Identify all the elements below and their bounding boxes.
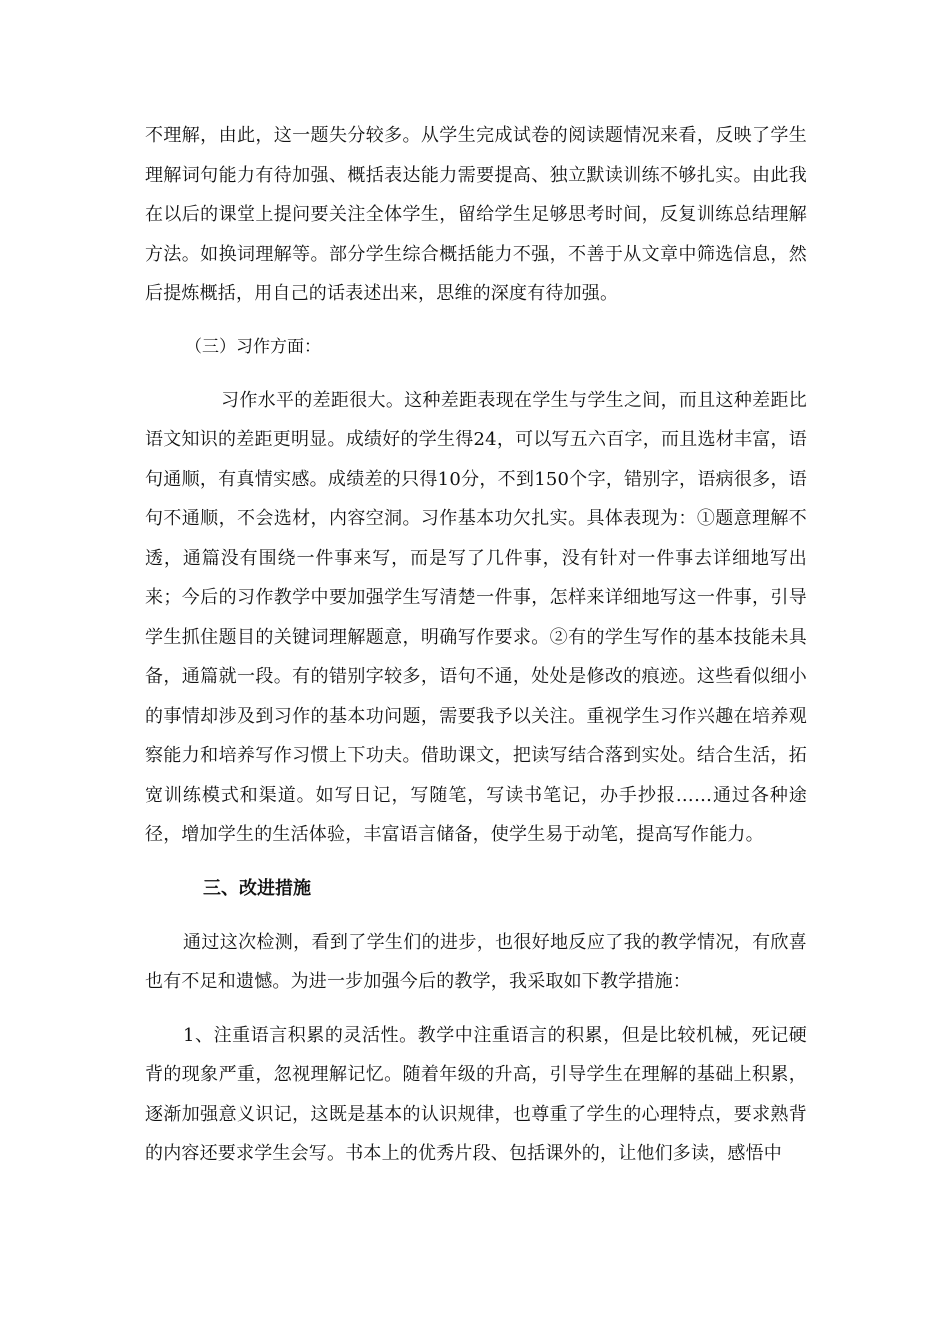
paragraph-improvements-intro: 通过这次检测，看到了学生们的进步，也很好地反应了我的教学情况，有欣喜也有不足和遗憾。为进一步加强今后的教学，我采取如下教学措施：	[145, 931, 807, 992]
paragraph-measure-1: 1、注重语言积累的灵活性。教学中注重语言的积累，但是比较机械，死记硬背的现象严重，忽视理解记忆。随着年级的升高，引导学生在理解的基础上积累，逐渐加强意义识记，这既是基本的认识规律，也尊重了学生的心理特点，要求熟背的内容还要求学生会写。书本上的优秀片段、包括课外的，让他们多读，感悟中	[145, 1024, 807, 1164]
paragraph-writing-analysis: 习作水平的差距很大。这种差距表现在学生与学生之间，而且这种差距比语文知识的差距更明显。成绩好的学生得24，可以写五六百字，而且选材丰富，语句通顺，有真情实感。成绩差的只得10分，不到150个字，错别字，语病很多，语句不通顺，不会选材，内容空洞。习作基本功欠扎实。具体表现为：①题意理解不透，通篇没有围绕一件事来写，而是写了几件事，没有针对一件事去详细地写出来；今后的习作教学中要加强学生写清楚一件事，怎样来详细地写这一件事，引导学生抓住题目的关键词理解题意，明确写作要求。②有的学生写作的基本技能未具备，通篇就一段。有的错别字较多，语句不通，处处是修改的痕迹。这些看似细小的事情却涉及到习作的基本功问题，需要我予以关注。重视学生习作兴趣在培养观察能力和培养写作习惯上下功夫。借助课文，把读写结合落到实处。结合生活，拓宽训练模式和渠道。如写日记，写随笔，写读书笔记，办手抄报……通过各种途径，增加学生的生活体验，丰富语言储备，使学生易于动笔，提高写作能力。	[145, 389, 807, 845]
paragraph-reading-analysis: 不理解，由此，这一题失分较多。从学生完成试卷的阅读题情况来看，反映了学生理解词句能力有待加强、概括表达能力需要提高、独立默读训练不够扎实。由此我在以后的课堂上提问要关注全体学生，留给学生足够思考时间，反复训练总结理解方法。如换词理解等。部分学生综合概括能力不强，不善于从文章中筛选信息，然后提炼概括，用自己的话表述出来，思维的深度有待加强。	[145, 125, 807, 304]
section-heading-improvements: 三、改进措施	[203, 877, 311, 899]
subheading-writing: （三）习作方面：	[185, 336, 321, 357]
document-page	[145, 116, 807, 1174]
